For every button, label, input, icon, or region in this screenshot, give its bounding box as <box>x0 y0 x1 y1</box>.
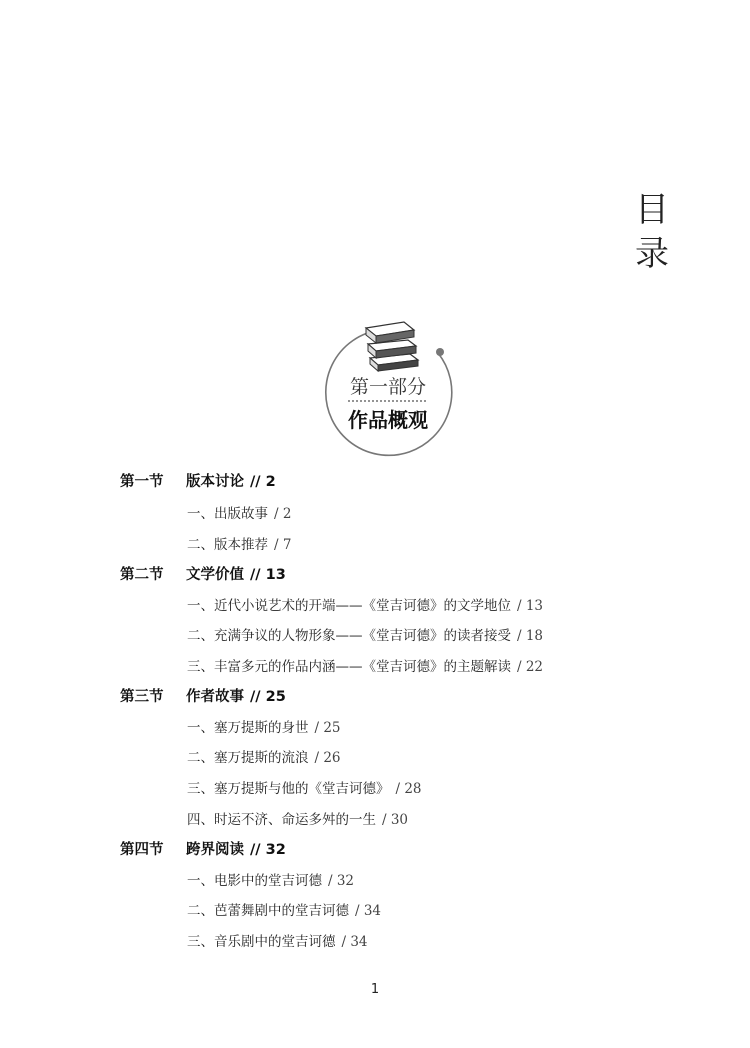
section-title: 跨界阅读 <box>186 842 244 858</box>
toc-heading-char-1: 目 <box>635 190 669 230</box>
toc-item-text: 二、版本推荐 <box>187 537 268 553</box>
section-title: 作者故事 <box>186 689 244 705</box>
toc-item-page: / 18 <box>517 628 544 644</box>
section-number: 第一节 <box>120 474 164 490</box>
toc-item-text: 三、塞万提斯与他的《堂吉诃德》 <box>187 781 390 797</box>
section-page: // 13 <box>250 567 286 583</box>
toc-section-2[interactable] <box>120 564 286 586</box>
section-page: // 32 <box>250 842 286 858</box>
section-title: 文学价值 <box>186 567 244 583</box>
toc-item-page: / 13 <box>517 598 544 614</box>
toc-item[interactable] <box>187 778 422 800</box>
toc-heading-char-2: 录 <box>635 234 669 274</box>
section-number: 第三节 <box>120 689 164 705</box>
toc-item-text: 二、芭蕾舞剧中的堂吉诃德 <box>187 903 349 919</box>
toc-item-page: / 7 <box>274 537 292 553</box>
toc-item-page: / 22 <box>517 659 544 675</box>
part-label: 第一部分 <box>349 376 426 398</box>
toc-heading <box>632 188 672 276</box>
toc-section-3[interactable] <box>120 686 286 708</box>
toc-item-text: 三、音乐剧中的堂吉诃德 <box>187 934 336 950</box>
section-number: 第二节 <box>120 567 164 583</box>
books-icon <box>360 316 430 374</box>
toc-item-text: 一、近代小说艺术的开端——《堂吉诃德》的文学地位 <box>187 598 511 614</box>
toc-item-text: 一、出版故事 <box>187 506 268 522</box>
toc-section-4[interactable] <box>120 839 286 861</box>
section-number: 第四节 <box>120 842 164 858</box>
section-page: // 2 <box>250 474 276 490</box>
toc-item-page: / 28 <box>395 781 422 797</box>
toc-item-text: 二、充满争议的人物形象——《堂吉诃德》的读者接受 <box>187 628 511 644</box>
toc-item-page: / 2 <box>274 506 292 522</box>
toc-item-page: / 34 <box>341 934 368 950</box>
toc-item[interactable] <box>187 747 341 769</box>
toc-section-1[interactable] <box>120 471 276 493</box>
toc-item[interactable] <box>187 931 368 953</box>
toc-item-text: 二、塞万提斯的流浪 <box>187 750 309 766</box>
section-title: 版本讨论 <box>186 474 244 490</box>
toc-item[interactable] <box>187 870 354 892</box>
toc-item-page: / 26 <box>314 750 341 766</box>
toc-item[interactable] <box>187 809 408 831</box>
toc-item-page: / 34 <box>355 903 382 919</box>
page-number: 1 <box>370 982 380 997</box>
toc-item[interactable] <box>187 534 291 556</box>
toc-item-page: / 32 <box>328 873 355 889</box>
toc-item-text: 一、塞万提斯的身世 <box>187 720 309 736</box>
toc-item[interactable] <box>187 625 543 647</box>
part-emblem <box>318 300 458 470</box>
toc-item-text: 四、时运不济、命运多舛的一生 <box>187 812 376 828</box>
toc-item[interactable] <box>187 503 291 525</box>
toc-item[interactable] <box>187 656 543 678</box>
toc-item-page: / 30 <box>382 812 409 828</box>
toc-item[interactable] <box>187 595 543 617</box>
toc-item-text: 一、电影中的堂吉诃德 <box>187 873 322 889</box>
part-title: 作品概观 <box>348 408 428 432</box>
toc-item-page: / 25 <box>314 720 341 736</box>
toc-item[interactable] <box>187 900 381 922</box>
section-page: // 25 <box>250 689 286 705</box>
toc-item-text: 三、丰富多元的作品内涵——《堂吉诃德》的主题解读 <box>187 659 511 675</box>
toc-item[interactable] <box>187 717 341 739</box>
